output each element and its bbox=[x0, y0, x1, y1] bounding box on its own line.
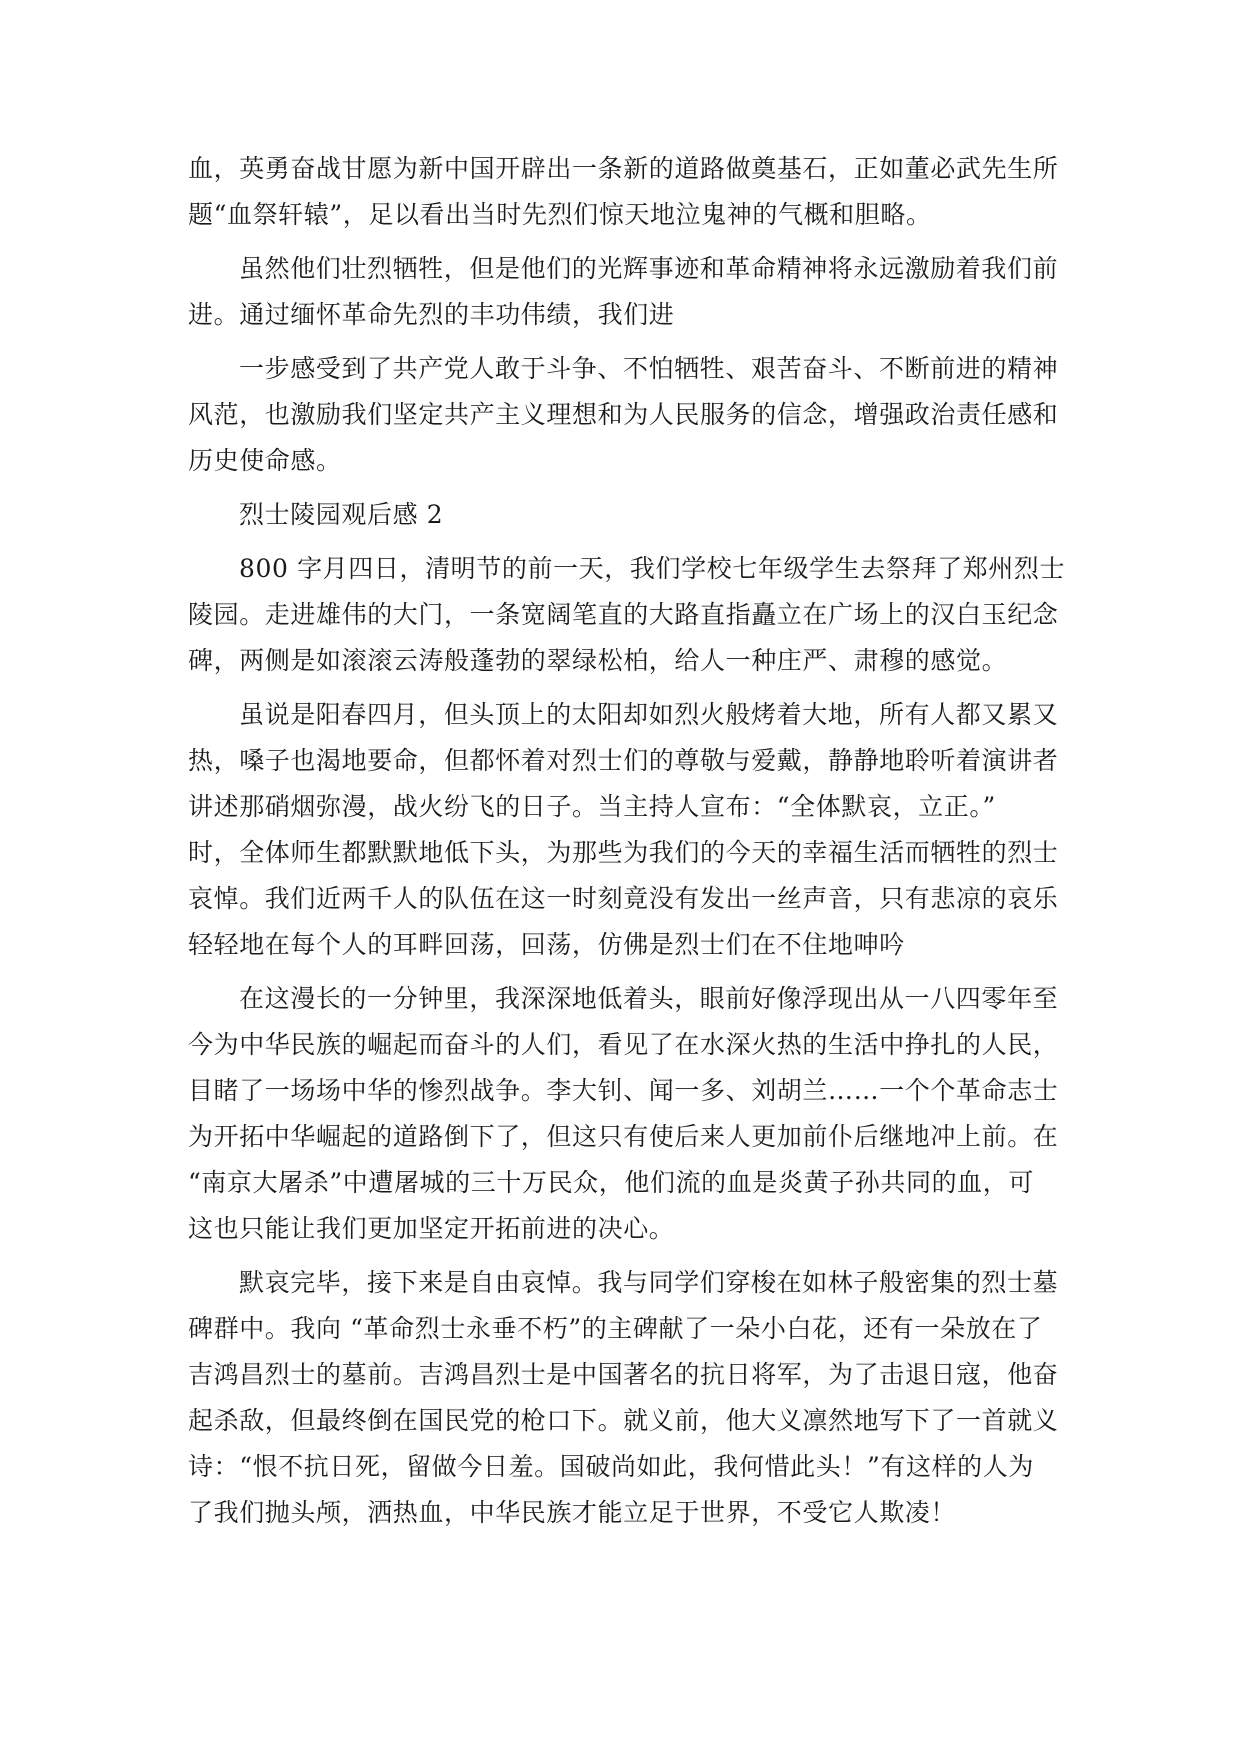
text-line: 烈士陵园观后感 2 bbox=[239, 500, 444, 529]
text-line: 血，英勇奋战甘愿为新中国开辟出一条新的道路做奠基石，正如董必武先生所 bbox=[188, 154, 1059, 183]
paragraph bbox=[188, 246, 1058, 338]
text-line: 诗：“恨不抗日死，留做今日羞。国破尚如此，我何惜此头！”有这样的人为 bbox=[188, 1452, 1034, 1481]
paragraph bbox=[188, 976, 1058, 1252]
document-body bbox=[188, 146, 1066, 1536]
text-line: 哀悼。我们近两千人的队伍在这一时刻竟没有发出一丝声音，只有悲凉的哀乐 bbox=[188, 884, 1059, 913]
text-line: “南京大屠杀”中遭屠城的三十万民众，他们流的血是炎黄子孙共同的血，可 bbox=[188, 1168, 1034, 1197]
text-line: 起杀敌，但最终倒在国民党的枪口下。就义前，他大义凛然地写下了一首就义 bbox=[188, 1406, 1059, 1435]
text-line: 这也只能让我们更加坚定开拓前进的决心。 bbox=[188, 1214, 675, 1243]
text-line: 目睹了一场场中华的惨烈战争。李大钊、闻一多、刘胡兰……一个个革命志士 bbox=[188, 1076, 1059, 1105]
paragraph bbox=[188, 692, 1058, 968]
text-line: 历史使命感。 bbox=[188, 446, 342, 475]
text-line: 讲述那硝烟弥漫，战火纷飞的日子。当主持人宣布：“全体默哀，立正。” bbox=[188, 792, 996, 821]
text-line: 默哀完毕，接下来是自由哀悼。我与同学们穿梭在如林子般密集的烈士墓 bbox=[239, 1268, 1059, 1297]
text-line: 题“血祭轩辕”，足以看出当时先烈们惊天地泣鬼神的气概和胆略。 bbox=[188, 200, 932, 229]
paragraph bbox=[188, 492, 1058, 538]
paragraph bbox=[188, 146, 1058, 238]
paragraph bbox=[188, 546, 1066, 684]
text-line: 时，全体师生都默默地低下头，为那些为我们的今天的幸福生活而牺牲的烈士 bbox=[188, 838, 1059, 867]
text-line: 虽说是阳春四月，但头顶上的太阳却如烈火般烤着大地，所有人都又累又 bbox=[239, 700, 1059, 729]
text-line: 风范，也激励我们坚定共产主义理想和为人民服务的信念，增强政治责任感和 bbox=[188, 400, 1059, 429]
text-line: 碑，两侧是如滚滚云涛般蓬勃的翠绿松柏，给人一种庄严、肃穆的感觉。 bbox=[188, 646, 1008, 675]
text-line: 轻轻地在每个人的耳畔回荡，回荡，仿佛是烈士们在不住地呻吟 bbox=[188, 930, 905, 959]
text-line: 今为中华民族的崛起而奋斗的人们，看见了在水深火热的生活中挣扎的人民， bbox=[188, 1030, 1059, 1059]
text-line: 进。通过缅怀革命先烈的丰功伟绩，我们进 bbox=[188, 300, 675, 329]
text-line: 了我们抛头颅，洒热血，中华民族才能立足于世界，不受它人欺凌！ bbox=[188, 1498, 957, 1527]
text-line: 虽然他们壮烈牺牲，但是他们的光辉事迹和革命精神将永远激励着我们前 bbox=[239, 254, 1059, 283]
text-line: 为开拓中华崛起的道路倒下了，但这只有使后来人更加前仆后继地冲上前。在 bbox=[188, 1122, 1059, 1151]
text-line: 陵园。走进雄伟的大门，一条宽阔笔直的大路直指矗立在广场上的汉白玉纪念 bbox=[188, 600, 1059, 629]
paragraph bbox=[188, 1260, 1058, 1536]
text-line: 一步感受到了共产党人敢于斗争、不怕牺牲、艰苦奋斗、不断前进的精神 bbox=[239, 354, 1059, 383]
text-line: 在这漫长的一分钟里，我深深地低着头，眼前好像浮现出从一八四零年至 bbox=[239, 984, 1059, 1013]
paragraph bbox=[188, 346, 1058, 484]
text-line: 吉鸿昌烈士的墓前。吉鸿昌烈士是中国著名的抗日将军，为了击退日寇，他奋 bbox=[188, 1360, 1059, 1389]
text-line: 碑群中。我向 “革命烈士永垂不朽”的主碑献了一朵小白花，还有一朵放在了 bbox=[188, 1314, 1043, 1343]
text-line: 800 字月四日，清明节的前一天，我们学校七年级学生去祭拜了郑州烈士 bbox=[239, 554, 1066, 583]
text-line: 热，嗓子也渴地要命，但都怀着对烈士们的尊敬与爱戴，静静地聆听着演讲者 bbox=[188, 746, 1059, 775]
